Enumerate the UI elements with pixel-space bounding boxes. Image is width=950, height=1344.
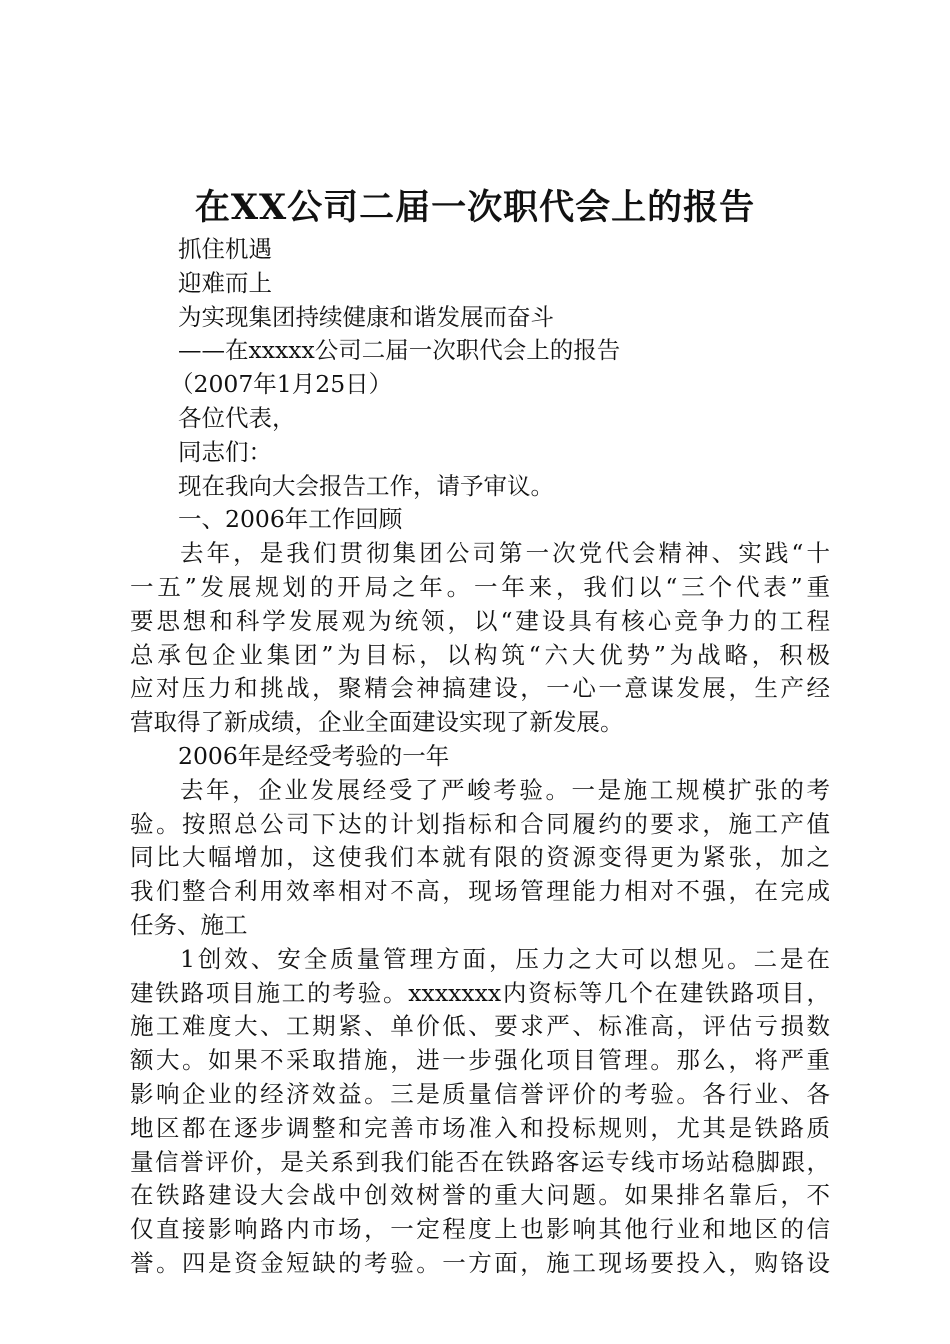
paragraph-line: 一五”发展规划的开局之年。一年来，我们以“三个代表”重	[130, 572, 830, 601]
paragraph-line: 去年，是我们贯彻集团公司第一次党代会精神、实践“十	[180, 539, 830, 568]
paragraph-line: 建铁路项目施工的考验。xxxxxxx内资标等几个在建铁路项目，	[130, 978, 830, 1007]
paragraph-line: 我们整合利用效率相对不高，现场管理能力相对不强，在完成	[130, 877, 830, 906]
paragraph-line: 在铁路建设大会战中创效树誉的重大问题。如果排名靠后，不	[130, 1181, 830, 1210]
header-line: 抓住机遇	[178, 235, 272, 263]
header-line: 为实现集团持续健康和谐发展而奋斗	[178, 302, 554, 331]
paragraph-line: 地区都在逐步调整和完善市场准入和投标规则，尤其是铁路质	[130, 1113, 830, 1142]
header-line: （2007年1月25日）	[170, 370, 393, 399]
document-title: 在XX公司二届一次职代会上的报告	[194, 187, 756, 228]
paragraph-line: 仅直接影响路内市场，一定程度上也影响其他行业和地区的信	[130, 1215, 830, 1244]
header-line: 各位代表，	[178, 403, 296, 432]
paragraph-line: 验。按照总公司下达的计划指标和合同履约的要求，施工产值	[130, 809, 830, 838]
paragraph-line: 额大。如果不采取措施，进一步强化项目管理。那么，将严重	[130, 1046, 830, 1075]
paragraph-line: 施工难度大、工期紧、单价低、要求严、标准高，评估亏损数	[130, 1012, 830, 1041]
paragraph-line: 影响企业的经济效益。三是质量信誉评价的考验。各行业、各	[130, 1079, 830, 1108]
header-line: ——在xxxxx公司二届一次职代会上的报告	[178, 336, 621, 365]
header-line: 同志们：	[178, 437, 272, 466]
paragraph-line: 同比大幅增加，这使我们本就有限的资源变得更为紧张，加之	[130, 843, 830, 872]
paragraph-line: 营取得了新成绩，企业全面建设实现了新发展。	[130, 708, 624, 737]
paragraph-line: 誉。四是资金短缺的考验。一方面，施工现场要投入，购铬设	[130, 1248, 830, 1277]
document-body	[130, 233, 830, 1281]
paragraph-line: 任务、施工	[130, 910, 248, 939]
paragraph-line: 去年，企业发展经受了严峻考验。一是施工规模扩张的考	[180, 775, 830, 804]
paragraph-line: 总承包企业集团”为目标，以构筑“六大优势”为战略，积极	[130, 640, 830, 669]
paragraph-line: 应对压力和挑战，聚精会神搞建设，一心一意谋发展，生产经	[130, 674, 830, 703]
section-heading: 一、2006年工作回顾	[178, 505, 403, 534]
paragraph-line: 1创效、安全质量管理方面，压力之大可以想见。二是在	[180, 944, 830, 973]
subheading: 2006年是经受考验的一年	[178, 741, 450, 770]
header-line: 迎难而上	[178, 268, 272, 297]
header-line: 现在我向大会报告工作，请予审议。	[178, 471, 554, 500]
paragraph-line: 量信誉评价，是关系到我们能否在铁路客运专线市场站稳脚跟，	[130, 1147, 830, 1176]
paragraph-line: 要思想和科学发展观为统领，以“建设具有核心竞争力的工程	[130, 606, 830, 635]
